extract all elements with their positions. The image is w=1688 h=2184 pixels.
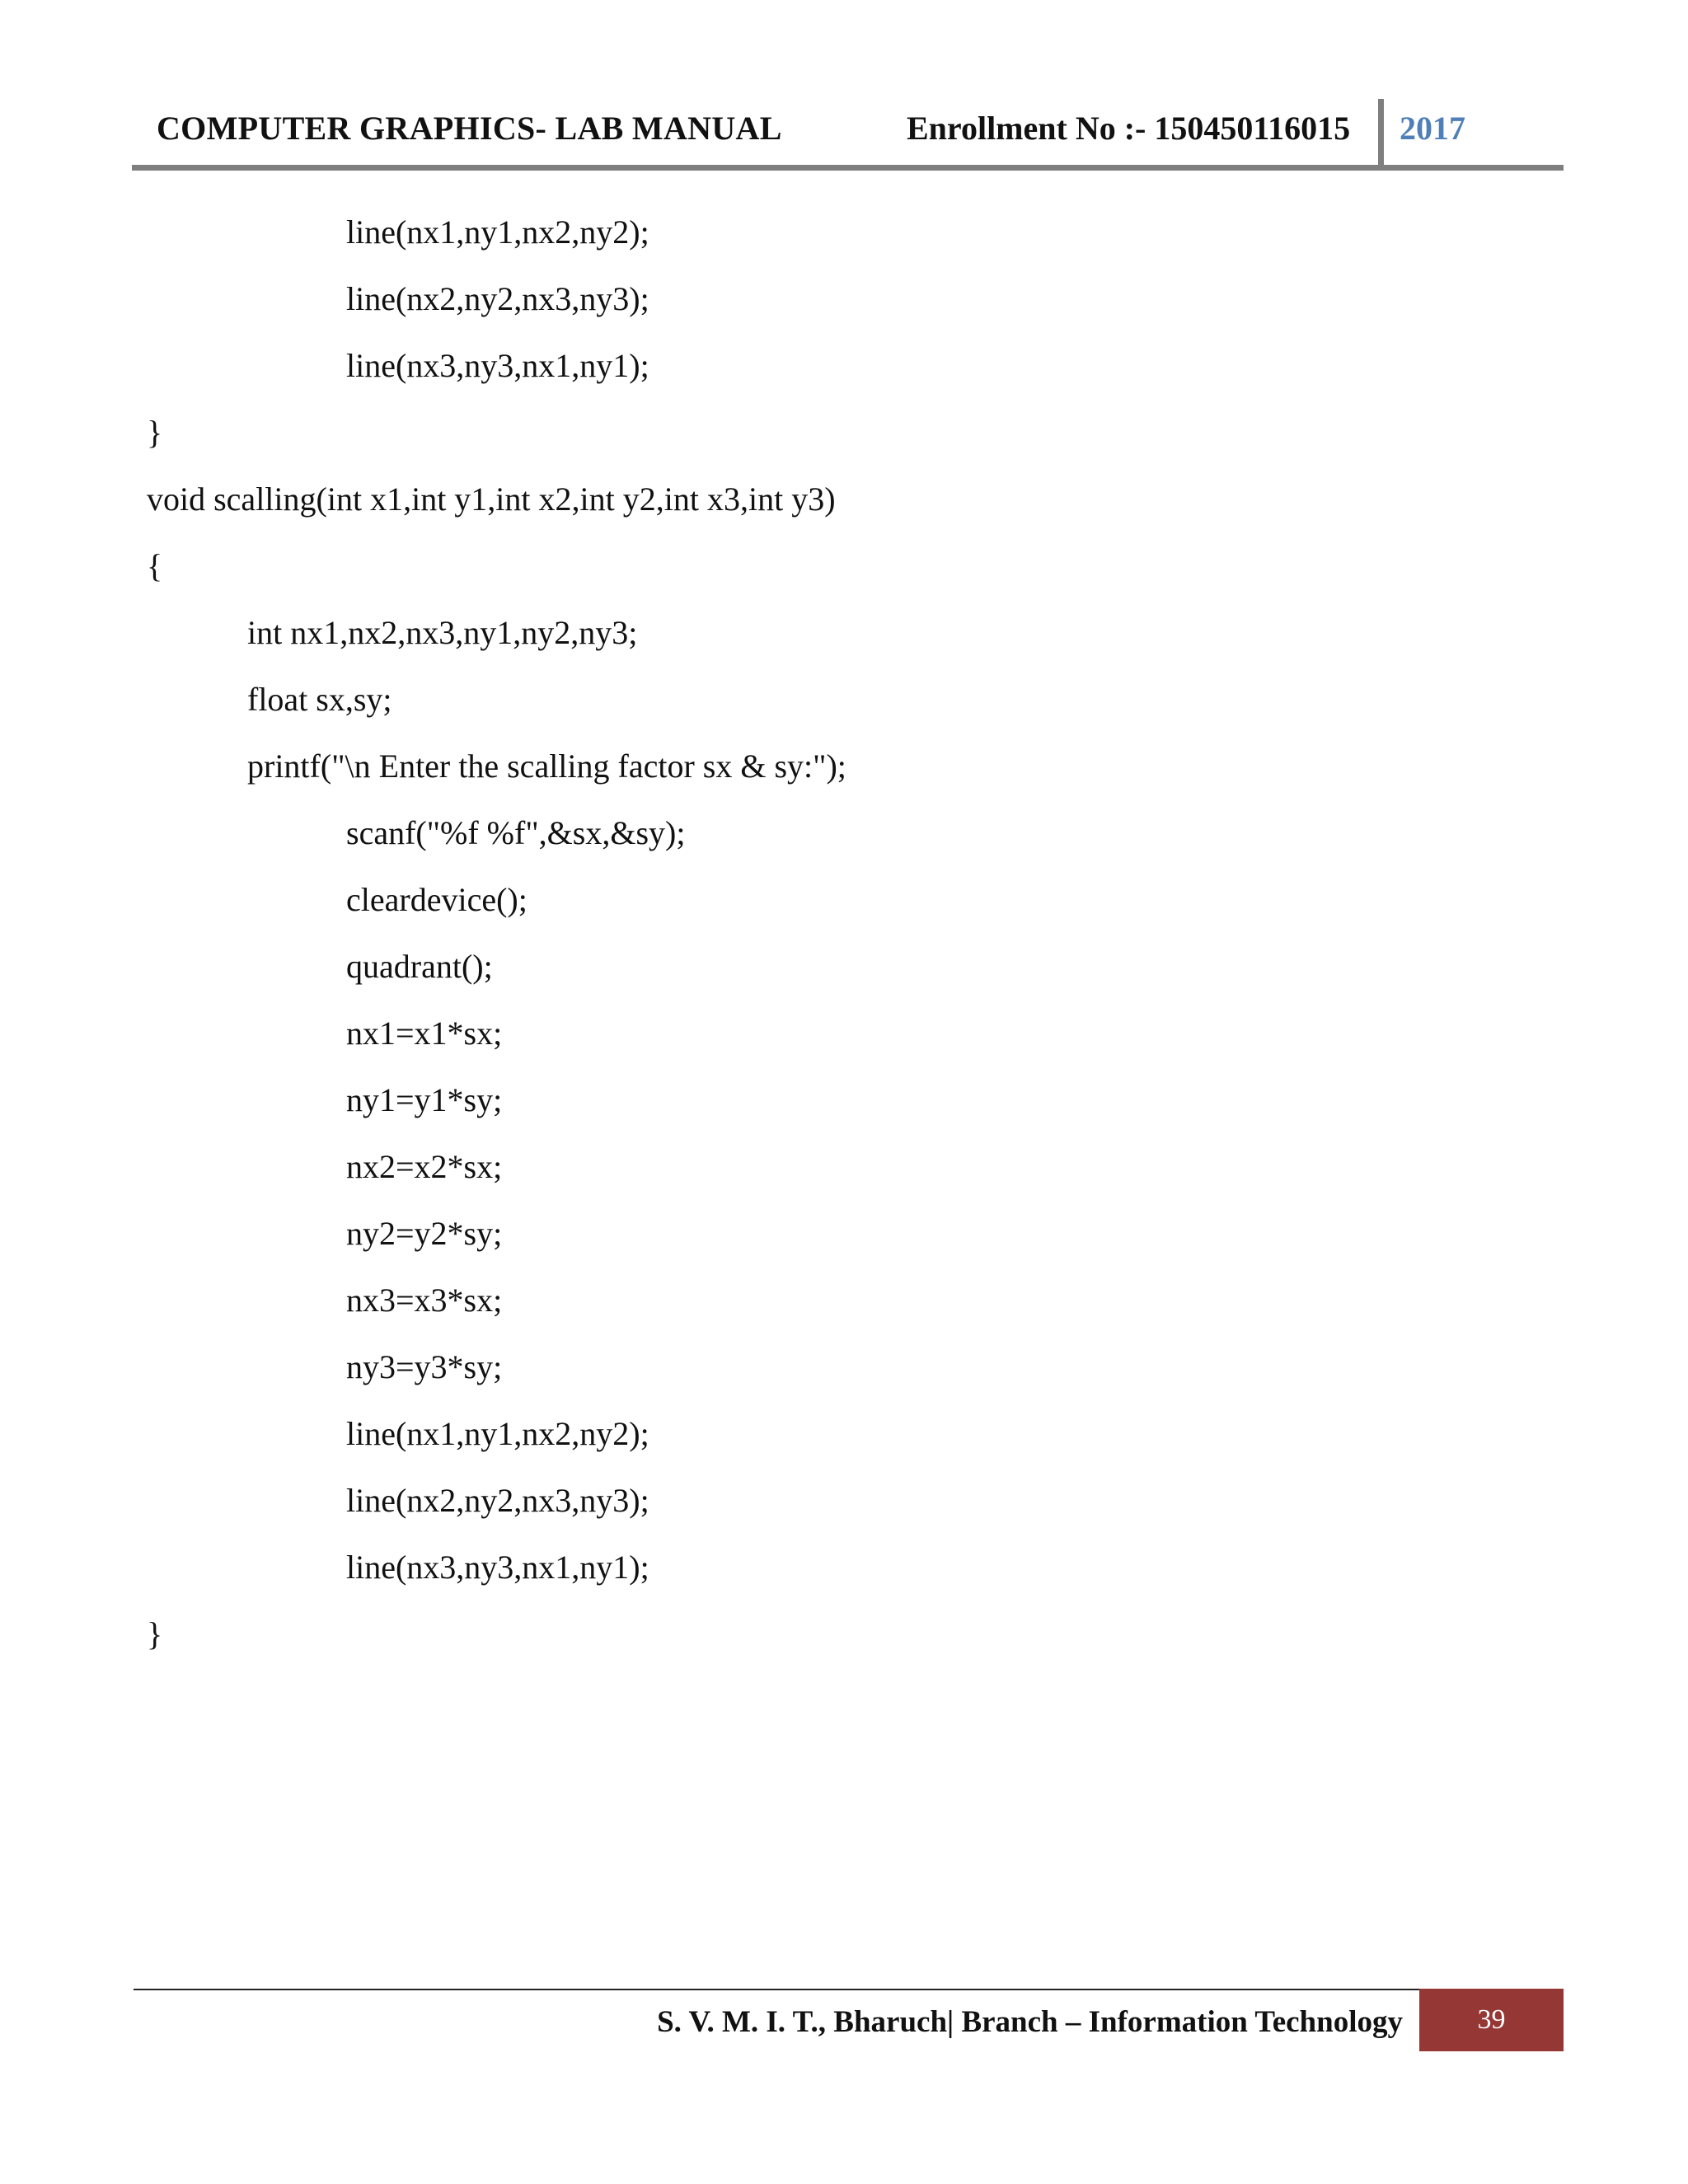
code-line: line(nx2,ny2,nx3,ny3);: [346, 1482, 649, 1519]
header-year: 2017: [1400, 110, 1465, 147]
code-line: ny3=y3*sy;: [346, 1348, 503, 1385]
code-line: ny1=y1*sy;: [346, 1081, 503, 1118]
code-line: }: [147, 1615, 163, 1652]
footer-rule: [134, 1989, 1419, 1990]
code-line: line(nx1,ny1,nx2,ny2);: [346, 1415, 649, 1452]
code-line: printf("\n Enter the scalling factor sx & sy:");: [247, 748, 846, 785]
code-line: line(nx2,ny2,nx3,ny3);: [346, 280, 649, 317]
code-line: scanf("%f %f",&sx,&sy);: [346, 814, 686, 851]
code-line: nx3=x3*sx;: [346, 1282, 503, 1319]
code-line: line(nx3,ny3,nx1,ny1);: [346, 347, 649, 384]
code-line: line(nx3,ny3,nx1,ny1);: [346, 1549, 649, 1586]
header-title: COMPUTER GRAPHICS- LAB MANUAL: [157, 110, 782, 147]
footer-institute: S. V. M. I. T., Bharuch| Branch – Information Technology: [657, 2005, 1403, 2039]
code-line: quadrant();: [346, 948, 493, 985]
code-line: nx1=x1*sx;: [346, 1015, 503, 1052]
code-line: nx2=x2*sx;: [346, 1148, 503, 1185]
code-line: }: [147, 414, 163, 451]
code-line: {: [147, 547, 163, 584]
page-number-box: [1419, 1989, 1564, 2051]
code-line: line(nx1,ny1,nx2,ny2);: [346, 213, 649, 251]
code-line: cleardevice();: [346, 881, 528, 918]
code-line: int nx1,nx2,nx3,ny1,ny2,ny3;: [247, 614, 638, 651]
page-number: 39: [1477, 2004, 1506, 2035]
code-line: ny2=y2*sy;: [346, 1215, 503, 1252]
header-enrollment: Enrollment No :- 150450116015: [907, 110, 1351, 147]
code-line: float sx,sy;: [247, 681, 392, 718]
code-line: void scalling(int x1,int y1,int x2,int y2,int x3,int y3): [147, 480, 836, 518]
